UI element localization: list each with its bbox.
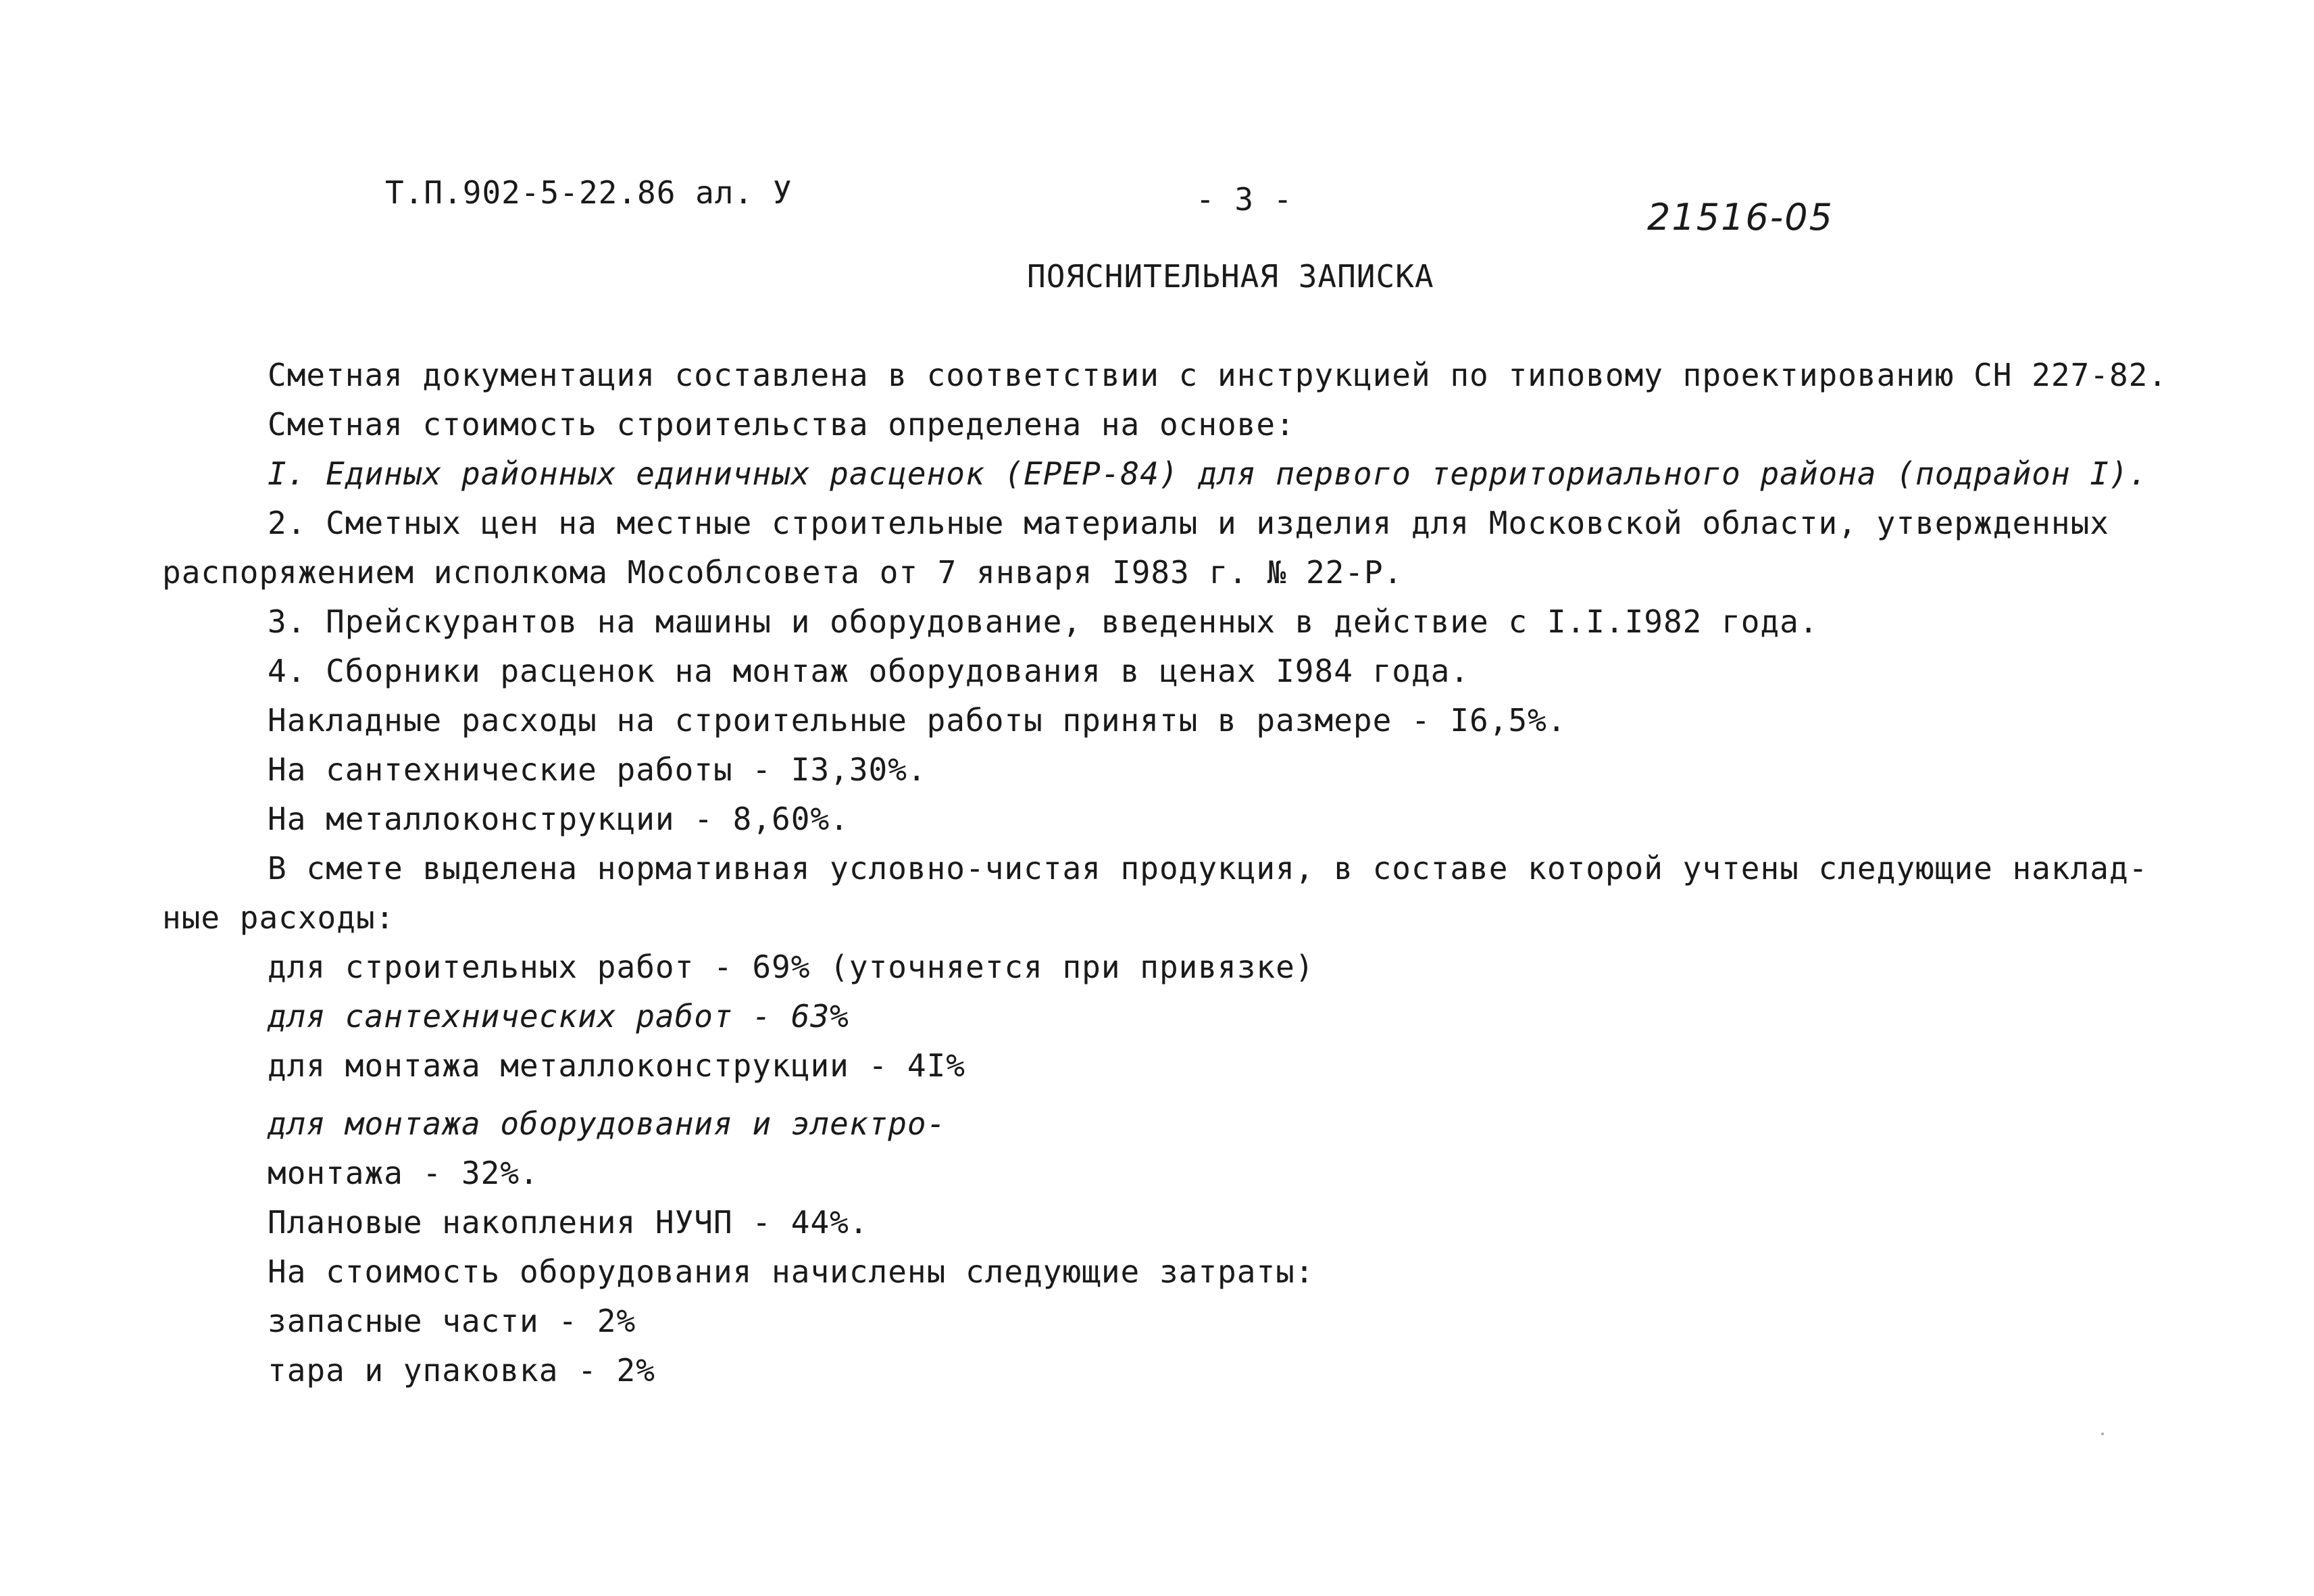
scan-speck: [2101, 1432, 2104, 1435]
body-line: 4. Сборники расценок на монтаж оборудования в ценах I984 года.: [268, 653, 1470, 689]
body-line: 2. Сметных цен на местные строительные материалы и изделия для Московской области, утвержденных: [268, 505, 2109, 541]
body-line: для монтажа оборудования и электро-: [268, 1105, 947, 1142]
body-line: На металлоконструкции - 8,60%.: [268, 801, 849, 837]
body-line: Накладные расходы на строительные работы приняты в размере - I6,5%.: [268, 702, 1567, 739]
body-line: для сантехнических работ - 63%: [268, 998, 849, 1034]
body-line: На сантехнические работы - I3,30%.: [268, 751, 927, 788]
page-title: ПОЯСНИТЕЛЬНАЯ ЗАПИСКА: [1027, 258, 1434, 295]
body-line: для строительных работ - 69% (уточняется при привязке): [268, 949, 1315, 985]
body-line: I. Единых районных единичных расценок (ЕРЕР-84) для первого территориального района (подрайон I).: [268, 455, 2148, 492]
body-line: Плановые накопления НУЧП - 44%.: [268, 1204, 869, 1241]
body-line: 3. Прейскурантов на машины и оборудование, введенных в действие с I.I.I982 года.: [268, 603, 1819, 640]
body-line: тара и упаковка - 2%: [268, 1352, 655, 1389]
body-line: запасные части - 2%: [268, 1303, 636, 1339]
body-line: монтажа - 32%.: [268, 1155, 539, 1191]
body-line: В смете выделена нормативная условно-чистая продукция, в составе которой учтены следующие наклад-: [268, 850, 2148, 887]
document-code: Т.П.902-5-22.86 ал. У: [385, 174, 793, 211]
page-number: - 3 -: [1196, 181, 1293, 218]
body-line: Сметная документация составлена в соответствии с инструкцией по типовому проектированию СН 227-82.: [268, 357, 2168, 393]
body-line: На стоимость оборудования начислены следующие затраты:: [268, 1253, 1315, 1290]
body-line: ные расходы:: [162, 899, 395, 936]
handwritten-number: 21516-05: [1647, 196, 1834, 239]
body-line: распоряжением исполкома Мособлсовета от 7 января I983 г. № 22-Р.: [162, 554, 1403, 591]
body-line: Сметная стоимость строительства определена на основе:: [268, 406, 1295, 443]
body-line: для монтажа металлоконструкции - 4I%: [268, 1047, 965, 1084]
